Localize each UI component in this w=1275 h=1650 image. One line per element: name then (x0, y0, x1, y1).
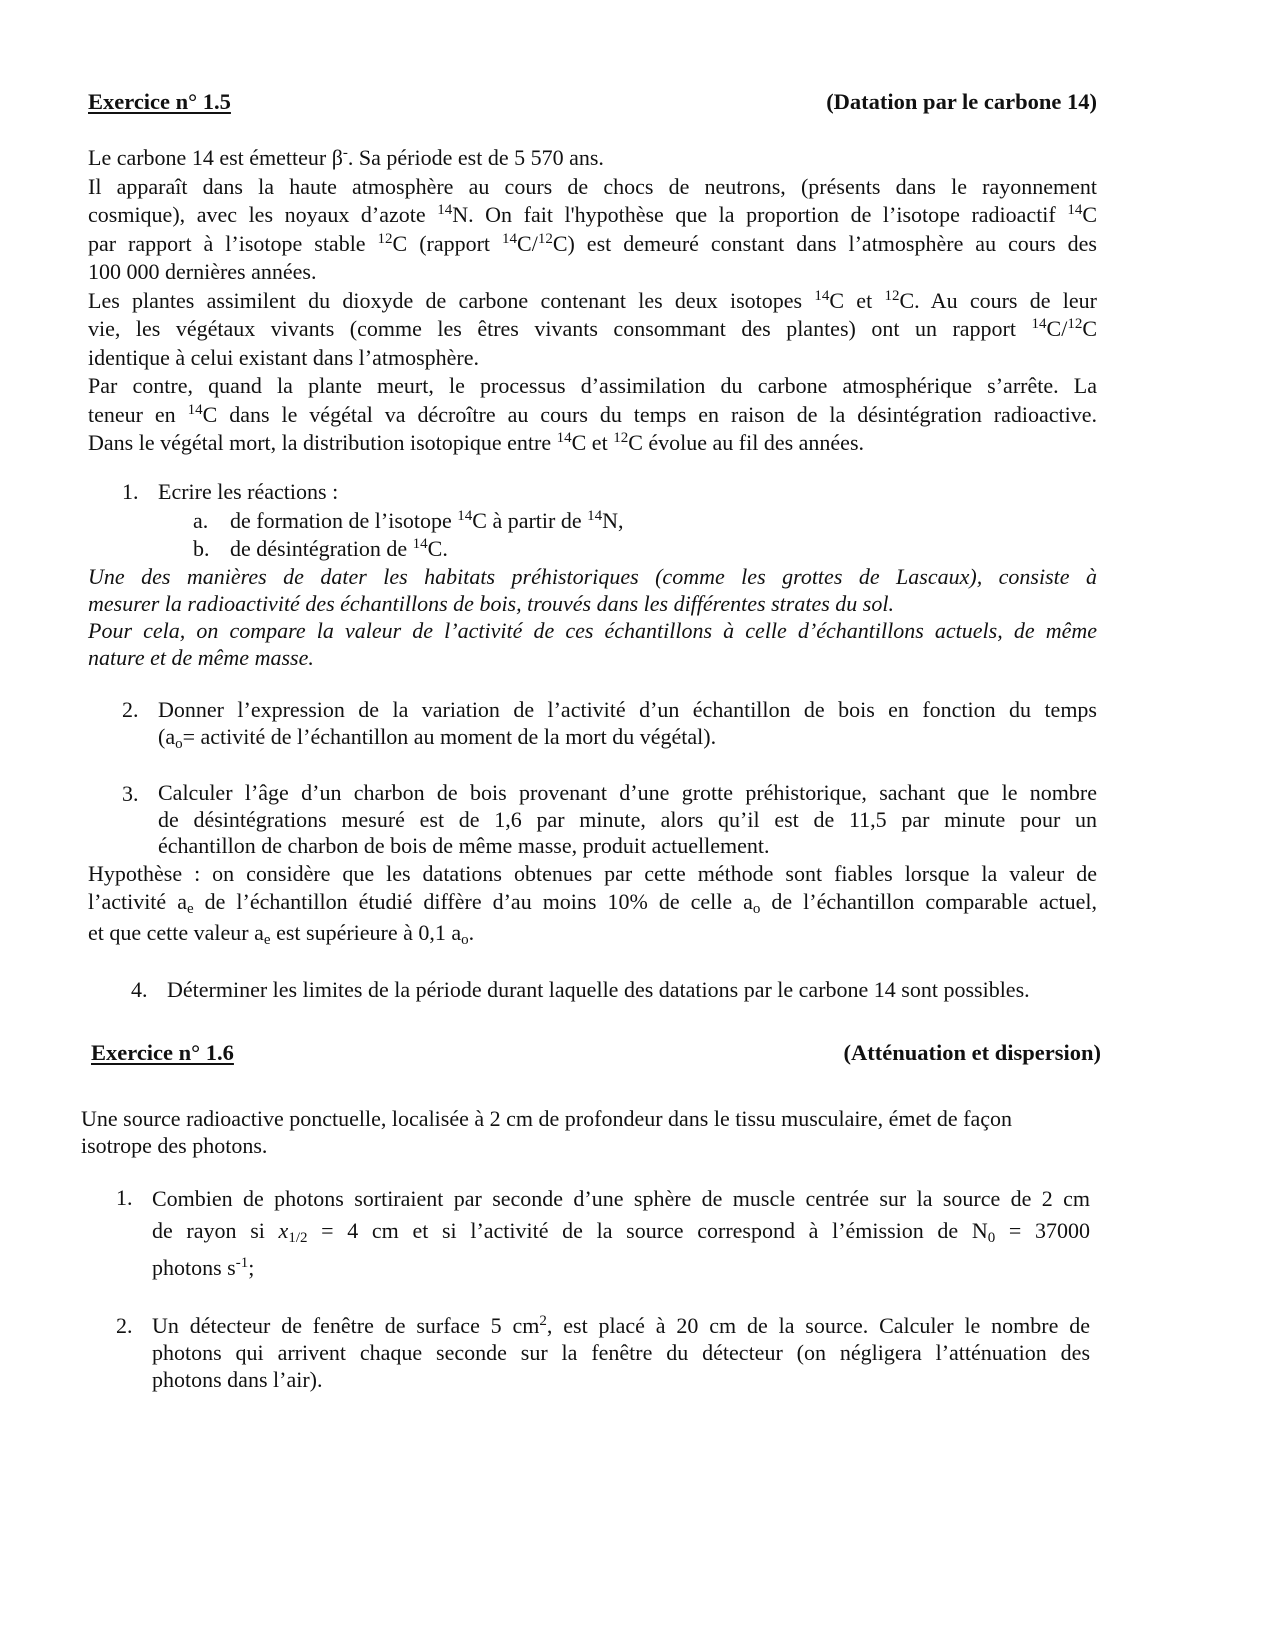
exercise-1-6-subtitle: (Atténuation et dispersion) (843, 1040, 1101, 1065)
text-line: photons $s^{-1}$; (152, 1255, 255, 1280)
text-line: cosmique), avec les noyaux d’azote $^{14}$N. On fait l'hypothèse que la proportion de l’isotope radioactif $^{14}$C (88, 202, 1097, 227)
ex16-question-2-text (152, 1312, 1090, 1393)
question-2-text (158, 696, 1097, 750)
text-line: et que cette valeur $a_e$ est supérieure à 0,1 $a_o$. (88, 920, 475, 948)
text-line: Par contre, quand la plante meurt, le processus d’assimilation du carbone atmosphérique s’arrête. La (88, 373, 1097, 398)
text-line: Calculer l’âge d’un charbon de bois provenant d’une grotte préhistorique, sachant que le nombre (158, 780, 1097, 805)
text-line: Les plantes assimilent du dioxyde de carbone contenant les deux isotopes $^{14}$C et $^{12}$C. Au cours de leur (88, 287, 1097, 313)
text-line: Hypothèse : on considère que les datations obtenues par cette méthode sont fiables lorsque la valeur de (88, 861, 1097, 886)
ex16-question-1-text (152, 1184, 1090, 1282)
text-line: mesurer la radioactivité des échantillons de bois, trouvés dans les différentes strates du sol. (88, 591, 894, 616)
text-line: Dans le végétal mort, la distribution isotopique entre $^{14}$C et $^{12}$C évolue au fil des années. (88, 430, 864, 455)
text-line: vie, les végétaux vivants (comme les êtres vivants consommant des plantes) ont un rapport $^{14}$C/$^{12}$C (88, 316, 1097, 341)
text-line: par rapport à l’isotope stable $^{12}$C (rapport $^{14}$C/$^{12}$C) est demeuré constant dans l’atmosphère au cours des (88, 230, 1097, 256)
text-line: photons dans l’air). (152, 1367, 323, 1392)
exercise-1-6-title: Exercice n° 1.6 (91, 1040, 234, 1065)
text-line: l’activité $a_e$ de l’échantillon étudié diffère d’au moins 10% de celle $a_o$ de l’échantillon comparable actuel, (88, 889, 1097, 917)
italic-context (88, 563, 1097, 671)
question-1-number: 1. (122, 479, 139, 504)
text-line: Combien de photons sortiraient par seconde d’une sphère de muscle centrée sur la source de 2 cm (152, 1186, 1090, 1211)
text-line: Il apparaît dans la haute atmosphère au cours de chocs de neutrons, (présents dans le rayonnement (88, 173, 1097, 199)
text-line: 100 000 dernières années. (88, 259, 317, 284)
text-line: teneur en $^{14}$C dans le végétal va décroître au cours du temps en raison de la désintégration radioactive. (88, 401, 1097, 427)
text-line: Une des manières de dater les habitats préhistoriques (comme les grottes de Lascaux), consiste à (88, 564, 1097, 589)
ex16-question-1-number: 1. (116, 1185, 133, 1210)
text-line: isotrope des photons. (81, 1133, 268, 1158)
text-line: Une source radioactive ponctuelle, localisée à 2 cm de profondeur dans le tissu musculaire, émet de façon (81, 1106, 1012, 1131)
exercise-1-6-intro (81, 1105, 1090, 1159)
text-line: photons qui arrivent chaque seconde sur la fenêtre du détecteur (on négligera l’atténuation des (152, 1340, 1090, 1365)
exercise-1-5-subtitle: (Datation par le carbone 14) (826, 89, 1097, 114)
question-1a-text: de formation de l’isotope $^{14}$C à partir de $^{14}$N, (230, 508, 624, 533)
text-line: nature et de même masse. (88, 645, 314, 670)
text-line: Un détecteur de fenêtre de surface 5 $cm^2$, est placé à 20 cm de la source. Calculer le nombre de (152, 1313, 1090, 1338)
exercise-1-5-title: Exercice n° 1.5 (88, 89, 231, 114)
question-1-text: Ecrire les réactions : (158, 479, 339, 504)
text-line: échantillon de charbon de bois de même masse, produit actuellement. (158, 833, 770, 858)
question-4-number: 4. (131, 977, 148, 1002)
text-line: Donner l’expression de la variation de l’activité d’un échantillon de bois en fonction du temps (158, 697, 1097, 722)
question-3-text (158, 780, 1097, 860)
question-1a-label: a. (193, 508, 209, 533)
text-line: de rayon si $x_{1/2} = 4$ cm et si l’activité de la source correspond à l’émission de $N_0 = 37000$ (152, 1218, 1090, 1246)
question-1b-text: de désintégration de $^{14}$C. (230, 536, 448, 561)
text-line: ($a_o=$ activité de l’échantillon au moment de la mort du végétal). (158, 724, 717, 752)
text-line: Pour cela, on compare la valeur de l’activité de ces échantillons à celle d’échantillons actuels, de même (88, 618, 1097, 643)
question-3-number: 3. (122, 781, 139, 806)
text-line: identique à celui existant dans l’atmosphère. (88, 344, 479, 370)
text-line: de désintégrations mesuré est de 1,6 par minute, alors qu’il est de 11,5 par minute pour un (158, 806, 1097, 832)
hypothesis-paragraph (88, 860, 1097, 947)
exercise-1-5-intro (88, 144, 1097, 458)
question-4-text: Déterminer les limites de la période durant laquelle des datations par le carbone 14 sont possibles. (167, 977, 1030, 1002)
question-1b-label: b. (193, 536, 210, 561)
ex16-question-2-number: 2. (116, 1313, 133, 1338)
question-2-number: 2. (122, 697, 139, 722)
text-line: Le carbone 14 est émetteur β-. Sa période est de 5 570 ans. (88, 145, 604, 170)
